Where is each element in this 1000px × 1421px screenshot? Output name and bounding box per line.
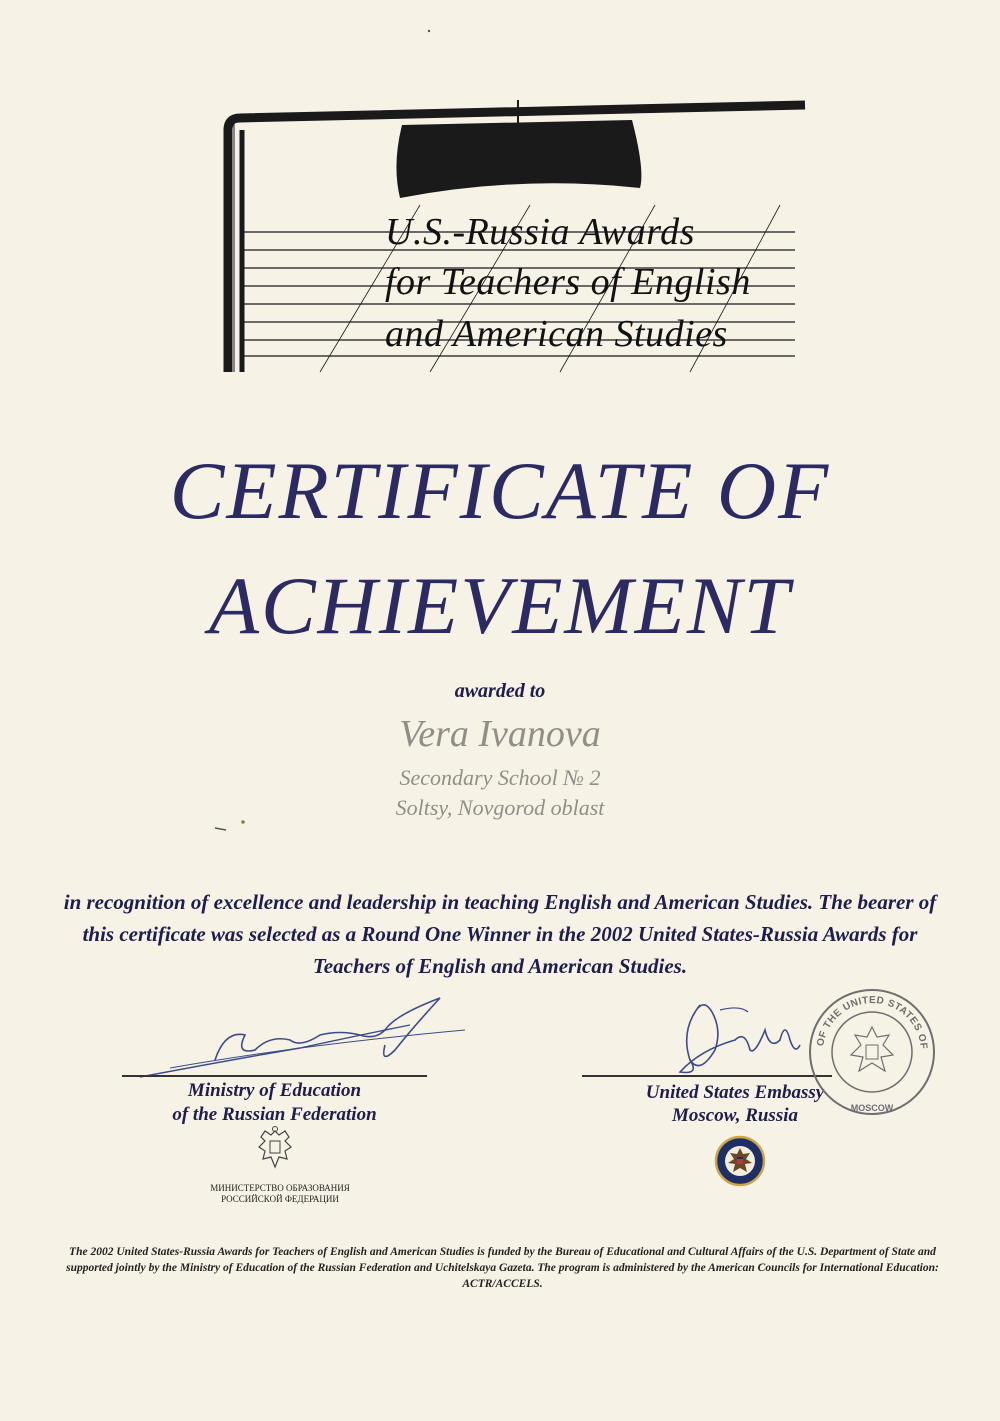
logo-title-line-1: U.S.-Russia Awards: [385, 211, 695, 253]
awarded-to-label: awarded to: [454, 680, 546, 702]
recognition-text: in recognition of excellence and leadership in teaching English and American Studies. The bearer of this certificate was selected as a Round One Winner in the 2002 United States-Russia Awards for Teachers of English and American Studies.: [63, 890, 937, 978]
ministry-caption-line-2: of the Russian Federation: [172, 1104, 377, 1125]
stamp-ring-text: EMBASSY OF THE UNITED STATES OF AMERICA: [800, 977, 930, 1053]
logo-title-line-2: for Teachers of English: [385, 261, 751, 303]
recipient-name: Vera Ivanova: [399, 713, 601, 755]
recipient-school: Secondary School № 2: [399, 765, 601, 790]
footer-funding-text: The 2002 United States-Russia Awards for Teachers of English and American Studies is funded by the Bureau of Educational and Cultural Affairs of the U.S. Department of State and supported jointly by the Ministry of Education of the Russian Federation and Uchitelskaya Gazeta. The program is administered by the American Councils for International Education: ACTR/ACCELS.: [66, 1246, 939, 1290]
logo-title-line-3: and American Studies: [385, 313, 728, 355]
recipient-location: Soltsy, Novgorod oblast: [395, 795, 605, 820]
embassy-caption-line-1: United States Embassy: [645, 1082, 825, 1103]
certificate-title-line-1: CERTIFICATE OF: [169, 445, 831, 536]
certificate-title-line-2: ACHIEVEMENT: [208, 560, 792, 651]
ministry-emblem-caption-line-2: РОССИЙСКОЙ ФЕДЕРАЦИИ: [221, 1194, 339, 1204]
ministry-emblem-caption-line-1: МИНИСТЕРСТВО ОБРАЗОВАНИЯ: [210, 1183, 350, 1193]
stamp-city-text: MOSCOW: [850, 1103, 894, 1113]
embassy-caption-line-2: Moscow, Russia: [672, 1105, 798, 1126]
ministry-caption-line-1: Ministry of Education: [187, 1080, 362, 1101]
